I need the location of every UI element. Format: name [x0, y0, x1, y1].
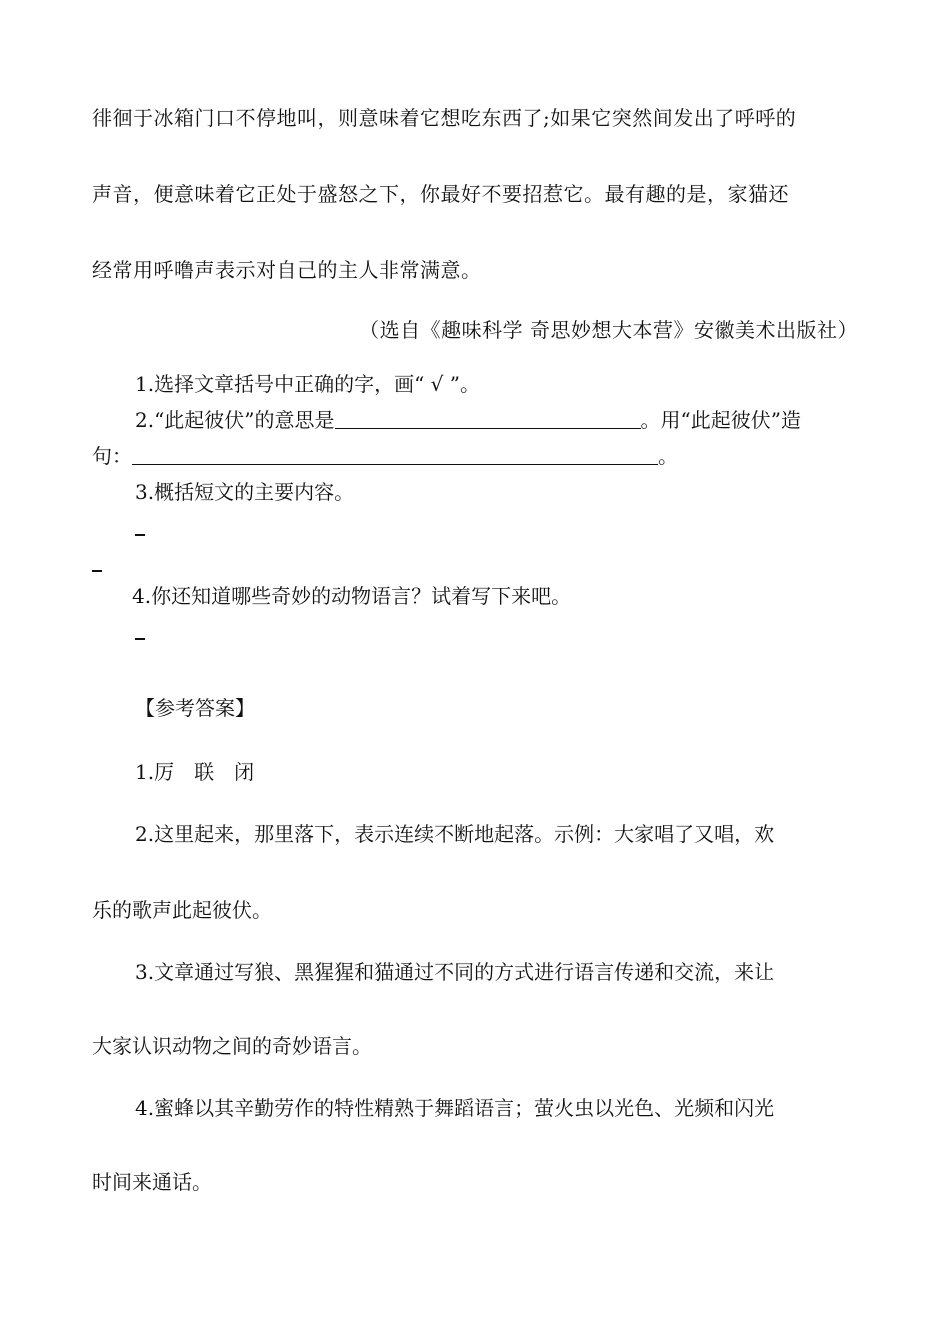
sentence-answer-blank[interactable] [132, 444, 658, 465]
question-3-answer-line-1[interactable] [135, 534, 145, 536]
answer-2-line-1: 2.这里起来，那里落下，表示连续不断地起落。示例：大家唱了又唱，欢 [135, 822, 775, 846]
answer-4-line-2: 时间来通话。 [92, 1170, 212, 1194]
answer-1: 1.厉 联 闭 [135, 760, 255, 784]
question-4: 4.你还知道哪些奇妙的动物语言？试着写下来吧。 [132, 584, 572, 608]
question-2-line [135, 408, 801, 432]
answer-4-line-1: 4.蜜蜂以其辛勤劳作的特性精熟于舞蹈语言；萤火虫以光色、光频和闪光 [135, 1096, 775, 1120]
question-2-end: 。 [658, 444, 678, 468]
question-2-sentence-label: 句： [92, 444, 132, 468]
answers-heading: 【参考答案】 [135, 696, 255, 720]
answer-3-line-2: 大家认识动物之间的奇妙语言。 [92, 1034, 372, 1058]
question-2-text-mid: 。用“此起彼伏”造 [640, 408, 801, 432]
question-1: 1.选择文章括号中正确的字，画“ √ ”。 [135, 372, 480, 396]
passage-source: （选自《趣味科学 奇思妙想大本营》安徽美术出版社） [359, 318, 858, 342]
passage-line-2: 声音，便意味着它正处于盛怒之下，你最好不要招惹它。最有趣的是，家猫还 [92, 182, 789, 206]
answer-3-line-1: 3.文章通过写狼、黑猩猩和猫通过不同的方式进行语言传递和交流，来让 [135, 960, 775, 984]
question-2-text: 2.“此起彼伏”的意思是 [135, 408, 335, 432]
passage-line-3: 经常用呼噜声表示对自己的主人非常满意。 [92, 258, 482, 282]
question-3: 3.概括短文的主要内容。 [135, 480, 355, 504]
passage-line-1: 徘徊于冰箱门口不停地叫，则意味着它想吃东西了;如果它突然间发出了呼呼的 [92, 106, 797, 130]
question-3-answer-line-2[interactable] [92, 570, 102, 572]
answer-2-line-2: 乐的歌声此起彼伏。 [92, 898, 272, 922]
question-4-answer-line[interactable] [135, 638, 145, 640]
question-2-sentence-line [92, 444, 678, 468]
meaning-answer-blank[interactable] [335, 408, 641, 429]
